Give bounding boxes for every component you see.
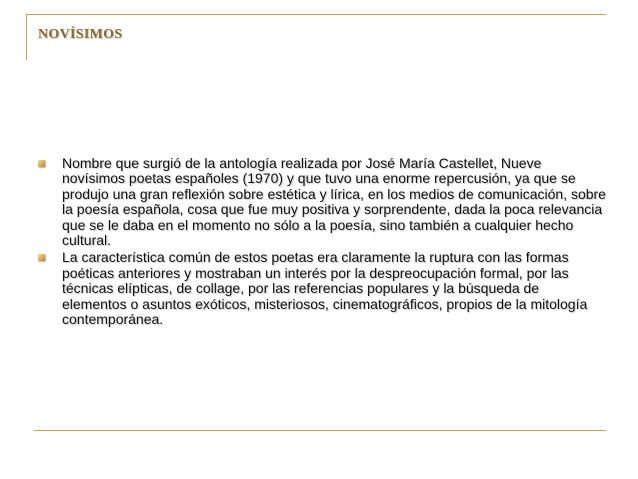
bullet-list xyxy=(36,156,606,329)
square-bullet-icon xyxy=(38,160,45,167)
list-item xyxy=(36,156,606,248)
square-bullet-icon xyxy=(38,254,45,261)
list-item-text: Nombre que surgió de la antología realizada por José María Castellet, Nueve novísimos poetas españoles (1970) y que tuvo una enorme repercusión, ya que se produjo una gran reflexión sobre estética y lírica, en los medios de comunicación, sobre la poesía española, cosa que fue muy positiva y sorprendente, dada la poca relevancia que se le daba en el momento no sólo a la poesía, sino también a cualquier hecho cultural. xyxy=(62,155,606,249)
list-item-text: La característica común de estos poetas era claramente la ruptura con las formas poéticas anteriores y mostraban un interés por la despreocupación formal, por las técnicas elípticas, de collage, por las referencias populares y la búsqueda de elementos o asuntos exóticos, misteriosos, cinematográficos, propios de la mitología contemporánea. xyxy=(62,249,588,328)
slide-title: NOVÍSIMOS xyxy=(38,27,123,42)
top-divider xyxy=(26,14,606,15)
left-divider xyxy=(26,14,27,60)
list-item xyxy=(36,250,606,327)
bottom-divider xyxy=(34,430,606,431)
